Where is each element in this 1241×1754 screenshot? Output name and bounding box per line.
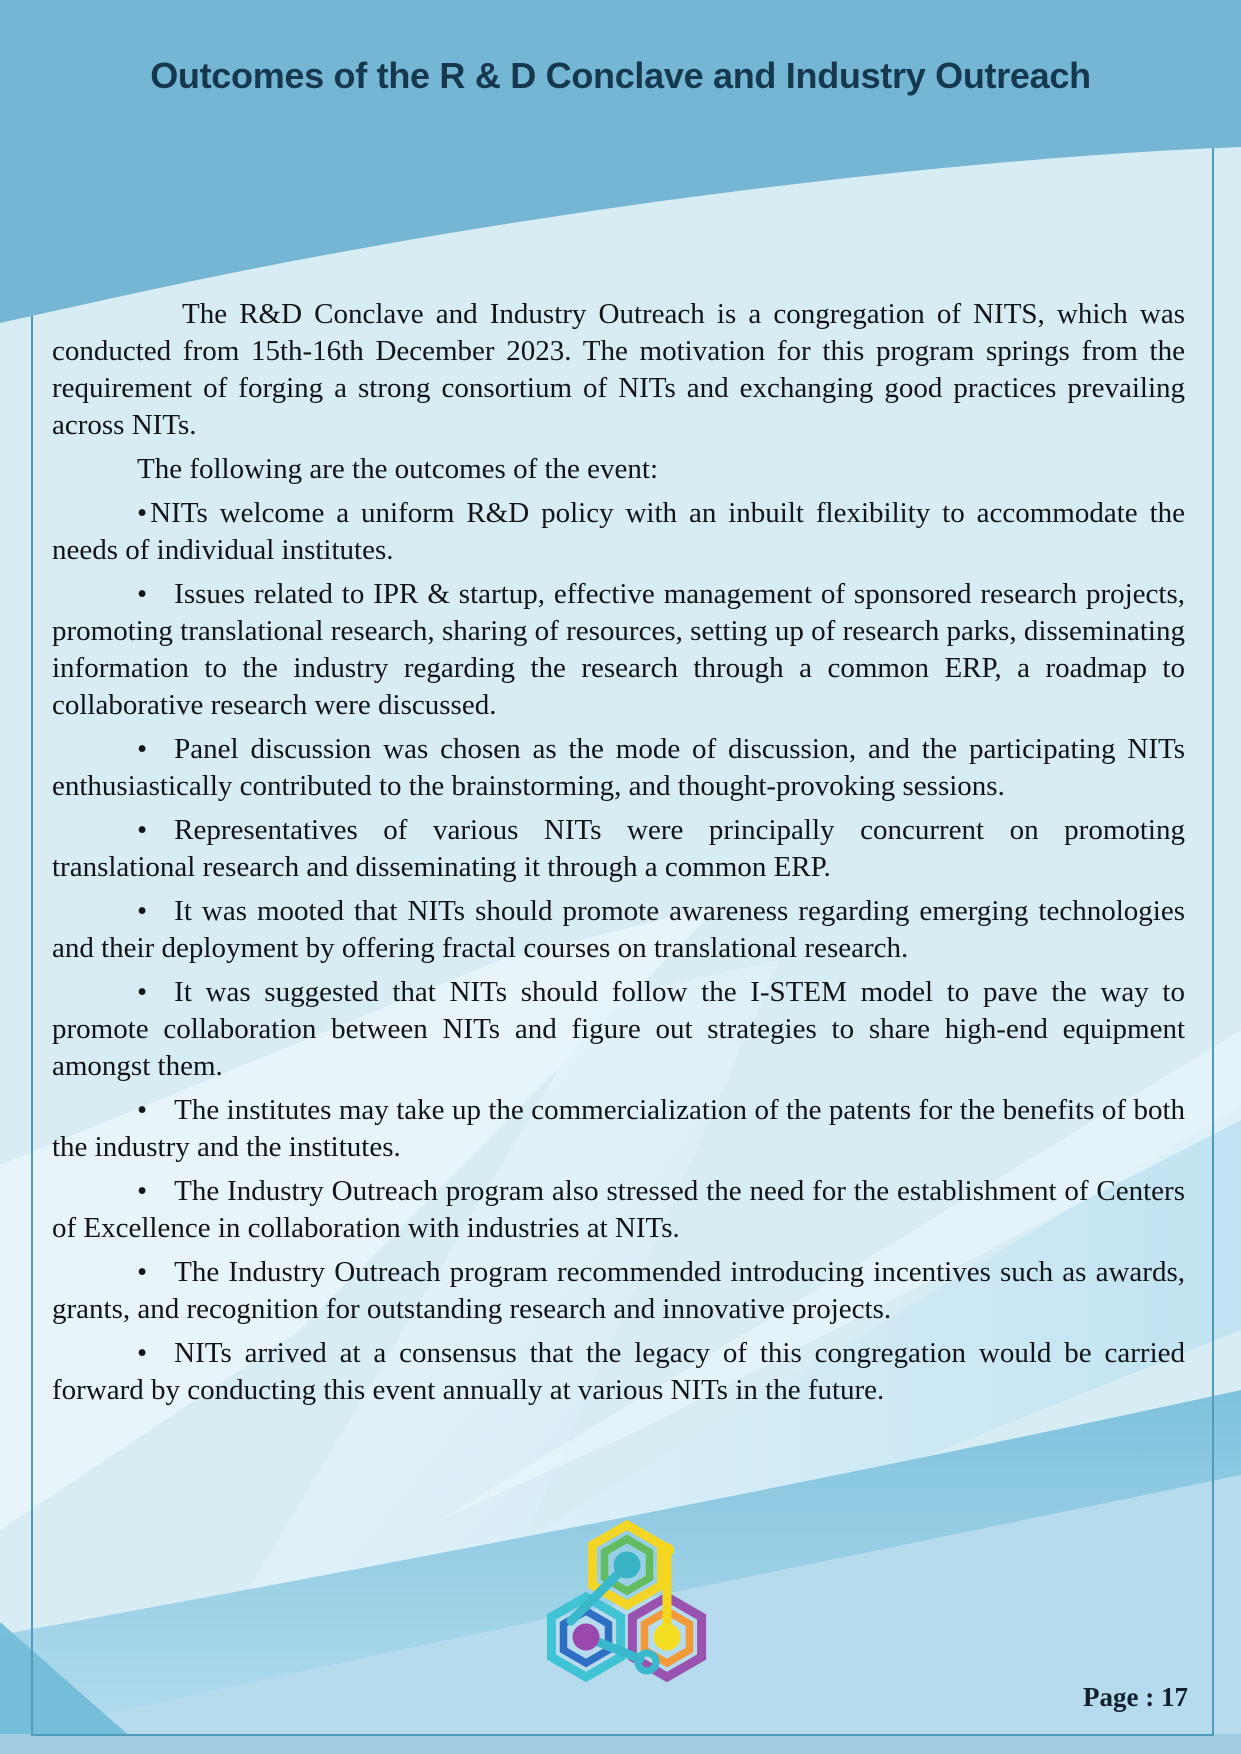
page-body	[52, 296, 1185, 1416]
bullet-icon: •	[137, 976, 148, 1008]
list-item-text: NITs arrived at a consensus that the legacy of this congregation would be carried forward by conducting this event annually at various NITs in the future.	[52, 1337, 1185, 1406]
list-item	[52, 1173, 1185, 1247]
bullet-icon: •	[137, 497, 148, 529]
page-number: Page : 17	[1083, 1682, 1188, 1712]
list-item-text: It was mooted that NITs should promote awareness regarding emerging technologies and their deployment by offering fractal courses on translational research.	[52, 895, 1185, 964]
list-item-text: It was suggested that NITs should follow the I-STEM model to pave the way to promote collaboration between NITs and figure out strategies to share high-end equipment amongst them.	[52, 976, 1185, 1082]
header-band	[0, 0, 1241, 340]
bullet-icon: •	[137, 1256, 148, 1288]
hexagon-logo-icon	[547, 1519, 707, 1683]
list-item-text: The Industry Outreach program recommended introducing incentives such as awards, grants, and recognition for outstanding research and innovative projects.	[52, 1256, 1185, 1325]
list-item	[52, 893, 1185, 967]
list-item	[52, 1335, 1185, 1409]
list-item	[52, 731, 1185, 805]
bullet-icon: •	[137, 1094, 148, 1126]
page-title: Outcomes of the R & D Conclave and Industry Outreach	[150, 55, 1091, 96]
list-item	[52, 576, 1185, 724]
bullet-icon: •	[137, 733, 148, 765]
bullet-icon: •	[137, 578, 148, 610]
list-item-text: The Industry Outreach program also stressed the need for the establishment of Centers of Excellence in collaboration with industries at NITs.	[52, 1175, 1185, 1244]
list-item-text: Panel discussion was chosen as the mode of discussion, and the participating NITs enthusiastically contributed to the brainstorming, and thought-provoking sessions.	[52, 733, 1185, 802]
list-item-text: Representatives of various NITs were principally concurrent on promoting translational research and disseminating it through a common ERP.	[52, 814, 1185, 883]
bullet-icon: •	[137, 814, 148, 846]
bullet-icon: •	[137, 895, 148, 927]
list-item-text: Issues related to IPR & startup, effective management of sponsored research projects, promoting translational research, sharing of resources, setting up of research parks, disseminating information to the industry regarding the research through a common ERP, a roadmap to collaborative research were discussed.	[52, 578, 1185, 721]
bullet-icon: •	[137, 1337, 148, 1369]
list-item-text: The institutes may take up the commercialization of the patents for the benefits of both the industry and the institutes.	[52, 1094, 1185, 1163]
list-item	[52, 974, 1185, 1085]
lead-in-line: The following are the outcomes of the event:	[137, 453, 659, 485]
list-item	[52, 812, 1185, 886]
list-item	[52, 1092, 1185, 1166]
bullet-icon: •	[137, 1175, 148, 1207]
list-item	[52, 1254, 1185, 1328]
intro-paragraph: The R&D Conclave and Industry Outreach is a congregation of NITS, which was conducted from 15th-16th December 2023. The motivation for this program springs from the requirement of forging a strong consortium of NITs and exchanging good practices prevailing across NITs.	[52, 298, 1185, 441]
list-item	[52, 495, 1185, 569]
list-item-text: NITs welcome a uniform R&D policy with an inbuilt flexibility to accommodate the needs of individual institutes.	[52, 497, 1185, 566]
